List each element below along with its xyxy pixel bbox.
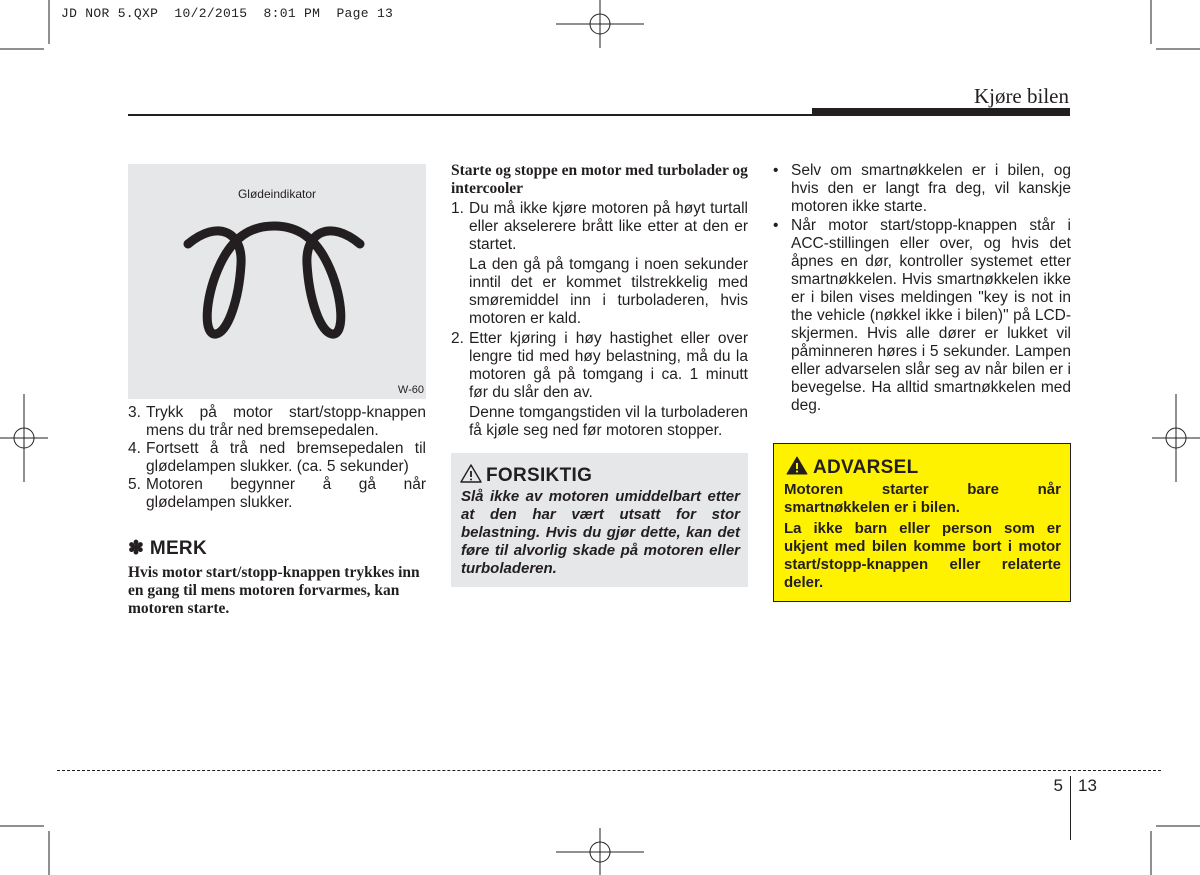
warning-box [773,443,1071,602]
step-text: Motoren begynner å gå når glødelampen slukker. [146,476,426,511]
section-title: Kjøre bilen [973,84,1069,108]
figure-code: W-60 [397,384,424,396]
caution-text: Slå ikke av motoren umiddelbart etter at den har vært utsatt for stor belastning. Hvis du gjør dette, kan det føre til alvorlig skade på motoren eller turboladeren. [461,488,740,577]
item-text: Du må ikke kjøre motoren på høyt turtall eller akselerere brått like etter at den er startet. [469,200,748,253]
chapter-number: 5 [1053,776,1063,795]
note-symbol-icon: ✽ [128,538,145,559]
note-text: Hvis motor start/stopp-knappen trykkes inn en gang til mens motoren forvarmes, kan motoren starte. [128,564,420,617]
list-item [128,404,426,440]
step-text: Fortsett å trå ned bremsepedalen til glødelampen slukker. (ca. 5 sekunder) [146,440,426,475]
turbo-section [451,162,748,440]
step-number: 4. [128,440,141,457]
registration-mark-right [1152,394,1200,482]
bullet-text: Når motor start/stopp-knappen står i ACC-stillingen eller over, og hvis det åpnes en dør, kontroller systemet etter smartnøkkelen. Hvis smartnøkkelen ikke er i bilen vises meldingen "key is not in the vehicle (nøkkel ikke i bilen)" på LCD-skjermen. Hvis alle dører er lukket vil påminneren høres i 5 sekunder. Lampen eller advarselen slår seg av når bilen er i bevegelse. Ha alltid smartnøkkelen med deg. [791,217,1071,414]
smartkey-bullets [773,162,1071,415]
item-text: Etter kjøring i høy hastighet eller over lengre tid med høy belastning, må du la motoren gå på tomgang i ca. 1 minutt før du slår den av. [469,330,748,401]
warning-paragraph: La ikke barn eller person som er ukjent med bilen komme bort i motor start/stopp-knappen eller relaterte deler. [784,520,1061,591]
item-number: 2. [451,330,464,347]
note-title [128,537,426,560]
footer-rule [57,770,1161,771]
registration-mark-bottom [556,828,644,875]
list-item [128,476,426,512]
note-block [128,537,426,618]
page-number: 13 [1078,776,1097,795]
list-item [773,217,1071,415]
page-number-separator [1070,776,1071,840]
warning-triangle-icon [460,464,482,483]
steps-list [128,404,426,512]
item-number: 1. [451,200,464,217]
list-item [128,440,426,476]
registration-mark-top [556,0,644,48]
step-number: 3. [128,404,141,421]
step-number: 5. [128,476,141,493]
section-heading: Starte og stoppe en motor med turbolader og intercooler [451,162,748,197]
list-item [451,200,748,254]
bullet-text: Selv om smartnøkkelen er i bilen, og hvis den er langt fra deg, vil kanskje motoren ikke starte. [791,162,1071,215]
caution-title-text: FORSIKTIG [486,465,593,486]
header-rule [128,114,812,116]
bullet-icon: • [773,217,779,234]
warning-paragraph: Motoren starter bare når smartnøkkelen er i bilen. [784,481,1061,516]
warning-triangle-icon [786,456,808,475]
header-rule-thick [812,108,1070,116]
list-item [451,330,748,402]
caution-box [451,453,748,587]
caution-title [460,464,592,487]
item-subtext: Denne tomgangstiden vil la turboladeren få kjøle seg ned før motoren stopper. [469,404,748,439]
bullet-icon: • [773,162,779,179]
list-item [773,162,1071,216]
glow-indicator-figure [128,164,426,399]
item-subtext: La den gå på tomgang i noen sekunder inntil det er kommet tilstrekkelig med smøremiddel inn i turboladeren, hvis motoren er kald. [469,256,748,327]
warning-title [786,456,919,479]
note-title-text: MERK [149,538,207,559]
warning-title-text: ADVARSEL [813,457,919,478]
warning-text [784,481,1061,595]
glow-plug-coil-icon [128,164,426,399]
print-slug-header: JD NOR 5.QXP 10/2/2015 8:01 PM Page 13 [61,6,394,21]
registration-mark-left [0,394,48,482]
figure-caption: Glødeindikator [237,187,317,201]
step-text: Trykk på motor start/stopp-knappen mens du trår ned bremsepedalen. [146,404,426,439]
